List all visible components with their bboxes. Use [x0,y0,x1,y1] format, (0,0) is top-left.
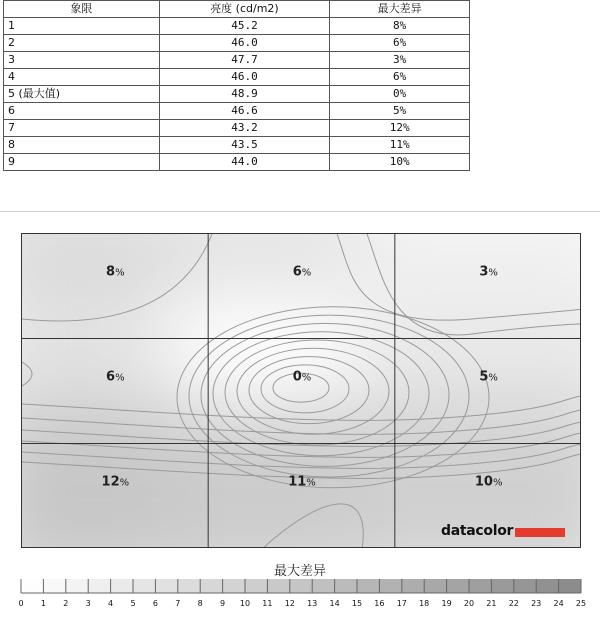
legend-tick-label: 17 [396,599,407,608]
legend-swatch [491,579,513,593]
diff-cell: 3% [330,52,470,69]
legend-swatch [379,579,401,593]
legend-swatch [88,579,110,593]
legend-tick-label: 1 [40,599,46,608]
legend-tick-label: 13 [307,599,318,608]
cell-value: 0 [292,369,302,385]
legend-swatch [559,579,581,593]
legend-swatch [424,579,446,593]
legend-tick-label: 24 [553,599,564,608]
table-row [4,120,470,137]
cell-value: 10 [474,474,493,490]
uniformity-contour-plot [22,234,581,548]
diff-cell: 12% [330,120,470,137]
legend-tick-label: 25 [575,599,587,608]
logo-accent-bar [515,528,565,537]
table-row [4,103,470,120]
table-row [4,86,470,103]
cell-label-1 [106,265,125,280]
cell-label-7 [102,475,130,490]
diff-cell: 10% [330,154,470,171]
uniformity-map [21,233,581,548]
quadrant-cell: 8 [4,137,160,154]
legend-tick-label: 16 [374,599,385,608]
cell-value: 3 [479,264,489,280]
quadrant-cell: 5 (最大值) [4,86,160,103]
table-row [4,52,470,69]
legend-tick-label: 18 [419,599,430,608]
legend-tick-label: 21 [486,599,497,608]
cell-value: 6 [106,369,116,385]
diff-cell: 5% [330,103,470,120]
luminance-cell: 46.0 [159,35,330,52]
legend-tick-label: 6 [152,599,158,608]
diff-cell: 8% [330,18,470,35]
legend-tick-label: 5 [130,599,136,608]
legend-tick-label: 3 [85,599,91,608]
cell-label-8 [288,475,316,490]
cell-label-3 [479,265,498,280]
cell-unit: % [301,372,312,384]
legend-tick-label: 20 [463,599,475,608]
legend-swatch [133,579,155,593]
cell-unit: % [301,267,312,279]
legend-swatch [335,579,357,593]
legend-tick-label: 23 [531,599,542,608]
quadrant-cell: 1 [4,18,160,35]
luminance-cell: 44.0 [159,154,330,171]
luminance-cell: 46.6 [159,103,330,120]
cell-unit: % [115,372,125,384]
legend-swatch [469,579,491,593]
legend-swatch [514,579,536,593]
cell-unit: % [488,372,498,384]
luminance-cell: 43.2 [159,120,330,137]
logo-text: datacolor [441,523,514,539]
legend-swatch [245,579,267,593]
cell-unit: % [306,477,316,489]
table-header-row [4,1,470,18]
datacolor-logo [441,522,565,540]
legend-tick-label: 10 [239,599,251,608]
cell-label-6 [479,370,498,385]
table-row [4,69,470,86]
cell-unit: % [488,267,498,279]
cell-value: 11 [288,474,307,490]
header-quadrant: 象限 [4,1,160,18]
luminance-cell: 45.2 [159,18,330,35]
legend-scale [0,578,600,622]
legend-swatch [200,579,222,593]
cell-value: 5 [479,369,489,385]
legend-swatch [111,579,133,593]
quadrant-cell: 7 [4,120,160,137]
cell-unit: % [115,267,125,279]
legend-swatch [536,579,558,593]
cell-label-4 [106,370,125,385]
header-max-diff: 最大差异 [330,1,470,18]
legend-tick-label: 14 [329,599,340,608]
heatmap-fill [22,234,581,548]
legend-tick-label: 11 [262,599,273,608]
quadrant-cell: 4 [4,69,160,86]
diff-cell: 11% [330,137,470,154]
table-body [4,18,470,171]
legend-swatch [21,579,43,593]
cell-label-9 [475,475,503,490]
diff-cell: 0% [330,86,470,103]
legend-tick-label: 0 [18,599,24,608]
table-row [4,137,470,154]
legend-tick-label: 15 [351,599,363,608]
luminance-cell: 46.0 [159,69,330,86]
table-row [4,154,470,171]
table-row [4,18,470,35]
section-divider [0,211,600,212]
legend-swatch [267,579,289,593]
cell-value: 6 [292,264,302,280]
legend-tick-label: 7 [175,599,181,608]
legend-swatch [43,579,65,593]
luminance-cell: 48.9 [159,86,330,103]
quadrant-cell: 9 [4,154,160,171]
quadrant-cell: 2 [4,35,160,52]
legend-tick-label: 2 [63,599,69,608]
quadrant-cell: 3 [4,52,160,69]
luminance-cell: 47.7 [159,52,330,69]
uniformity-table [3,0,470,171]
legend-title: 最大差异 [273,564,326,579]
legend-tick-label: 8 [197,599,203,608]
diff-cell: 6% [330,35,470,52]
legend-swatch [66,579,88,593]
legend-tick-label: 19 [441,599,452,608]
legend-swatch [447,579,469,593]
luminance-cell: 43.5 [159,137,330,154]
cell-label-2 [293,265,312,280]
table-row [4,35,470,52]
legend-tick-label: 4 [108,599,114,608]
header-luminance: 亮度 (cd/m2) [159,1,330,18]
legend-swatch [357,579,379,593]
legend-swatch [402,579,424,593]
legend-tick-label: 22 [508,599,519,608]
legend-tick-label: 12 [284,599,295,608]
cell-value: 8 [106,264,116,280]
cell-unit: % [119,477,130,489]
cell-unit: % [492,477,503,489]
legend-swatch [312,579,334,593]
legend-tick-label: 9 [220,599,226,608]
quadrant-cell: 6 [4,103,160,120]
cell-label-5 [293,370,312,385]
diff-cell: 6% [330,69,470,86]
legend-swatch [223,579,245,593]
legend-swatch [178,579,200,593]
cell-value: 12 [101,474,120,490]
legend-swatch [155,579,177,593]
legend-swatch [290,579,312,593]
